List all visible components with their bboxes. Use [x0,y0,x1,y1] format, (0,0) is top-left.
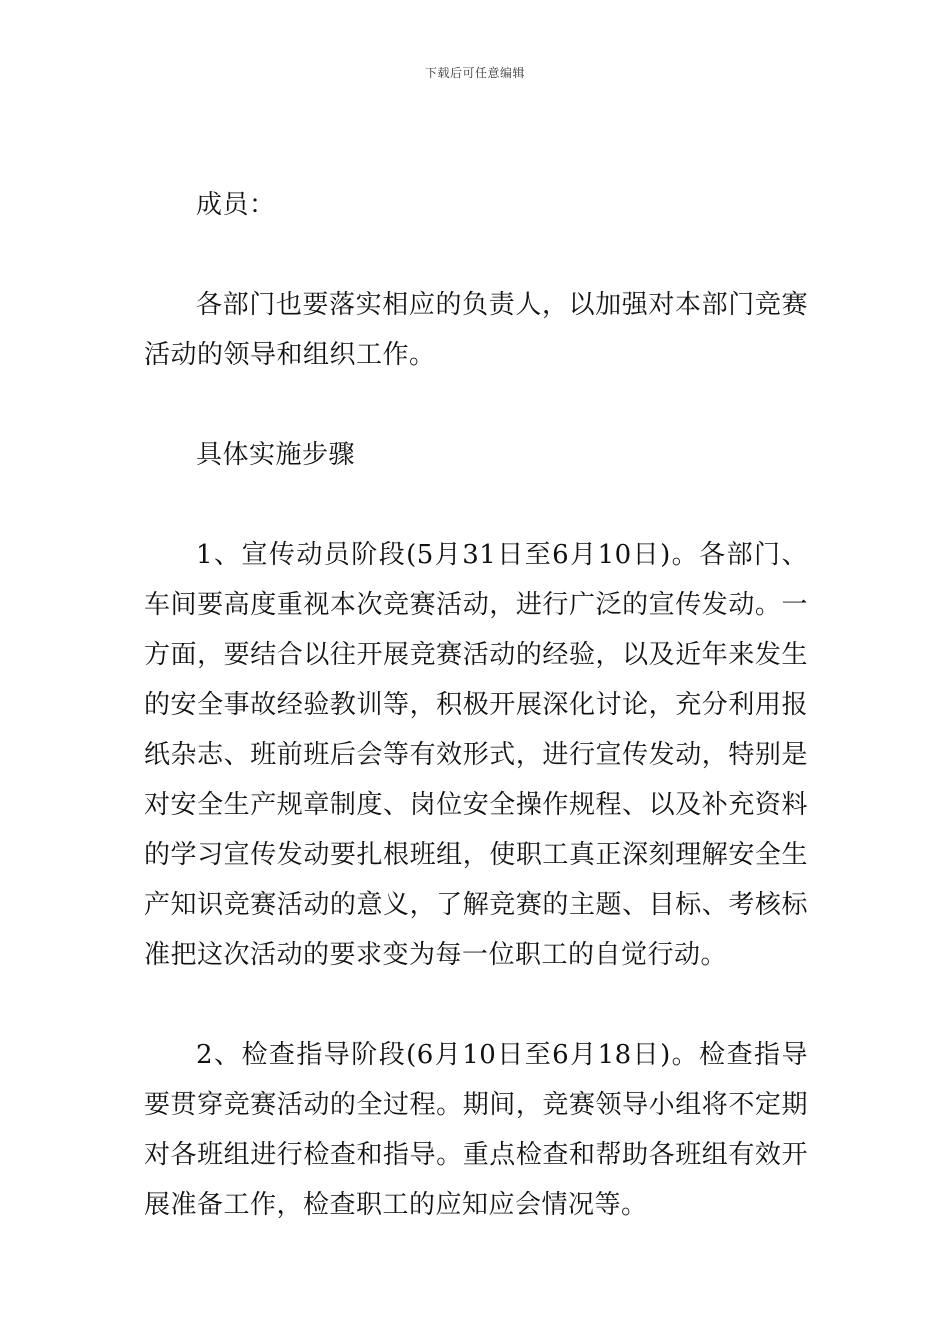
step-1-paragraph: 1、宣传动员阶段(5月31日至6月10日)。各部门、车间要高度重视本次竞赛活动，进行广泛的宣传发动。一方面，要结合以往开展竞赛活动的经验，以及近年来发生的安全事故经验教训等，积极开展深化讨论，充分利用报纸杂志、班前班后会等有效形式，进行宣传发动，特别是对安全生产规章制度、岗位安全操作规程、以及补充资料的学习宣传发动要扎根班组，使职工真正深刻理解安全生产知识竞赛活动的意义，了解竞赛的主题、目标、考核标准把这次活动的要求变为每一位职工的自觉行动。 [144,540,808,970]
step-2-paragraph: 2、检查指导阶段(6月10日至6月18日)。检查指导要贯穿竞赛活动的全过程。期间，竞赛领导小组将不定期对各班组进行检查和指导。重点检查和帮助各班组有效开展准备工作，检查职工的应知应会情况等。 [144,1040,808,1220]
members-label: 成员： [196,190,276,220]
page-header: 下载后可任意编辑 [424,66,525,80]
steps-heading: 具体实施步骤 [196,440,356,470]
document-body [144,180,808,1280]
responsibility-paragraph: 各部门也要落实相应的负责人，以加强对本部门竞赛活动的领导和组织工作。 [144,290,808,370]
